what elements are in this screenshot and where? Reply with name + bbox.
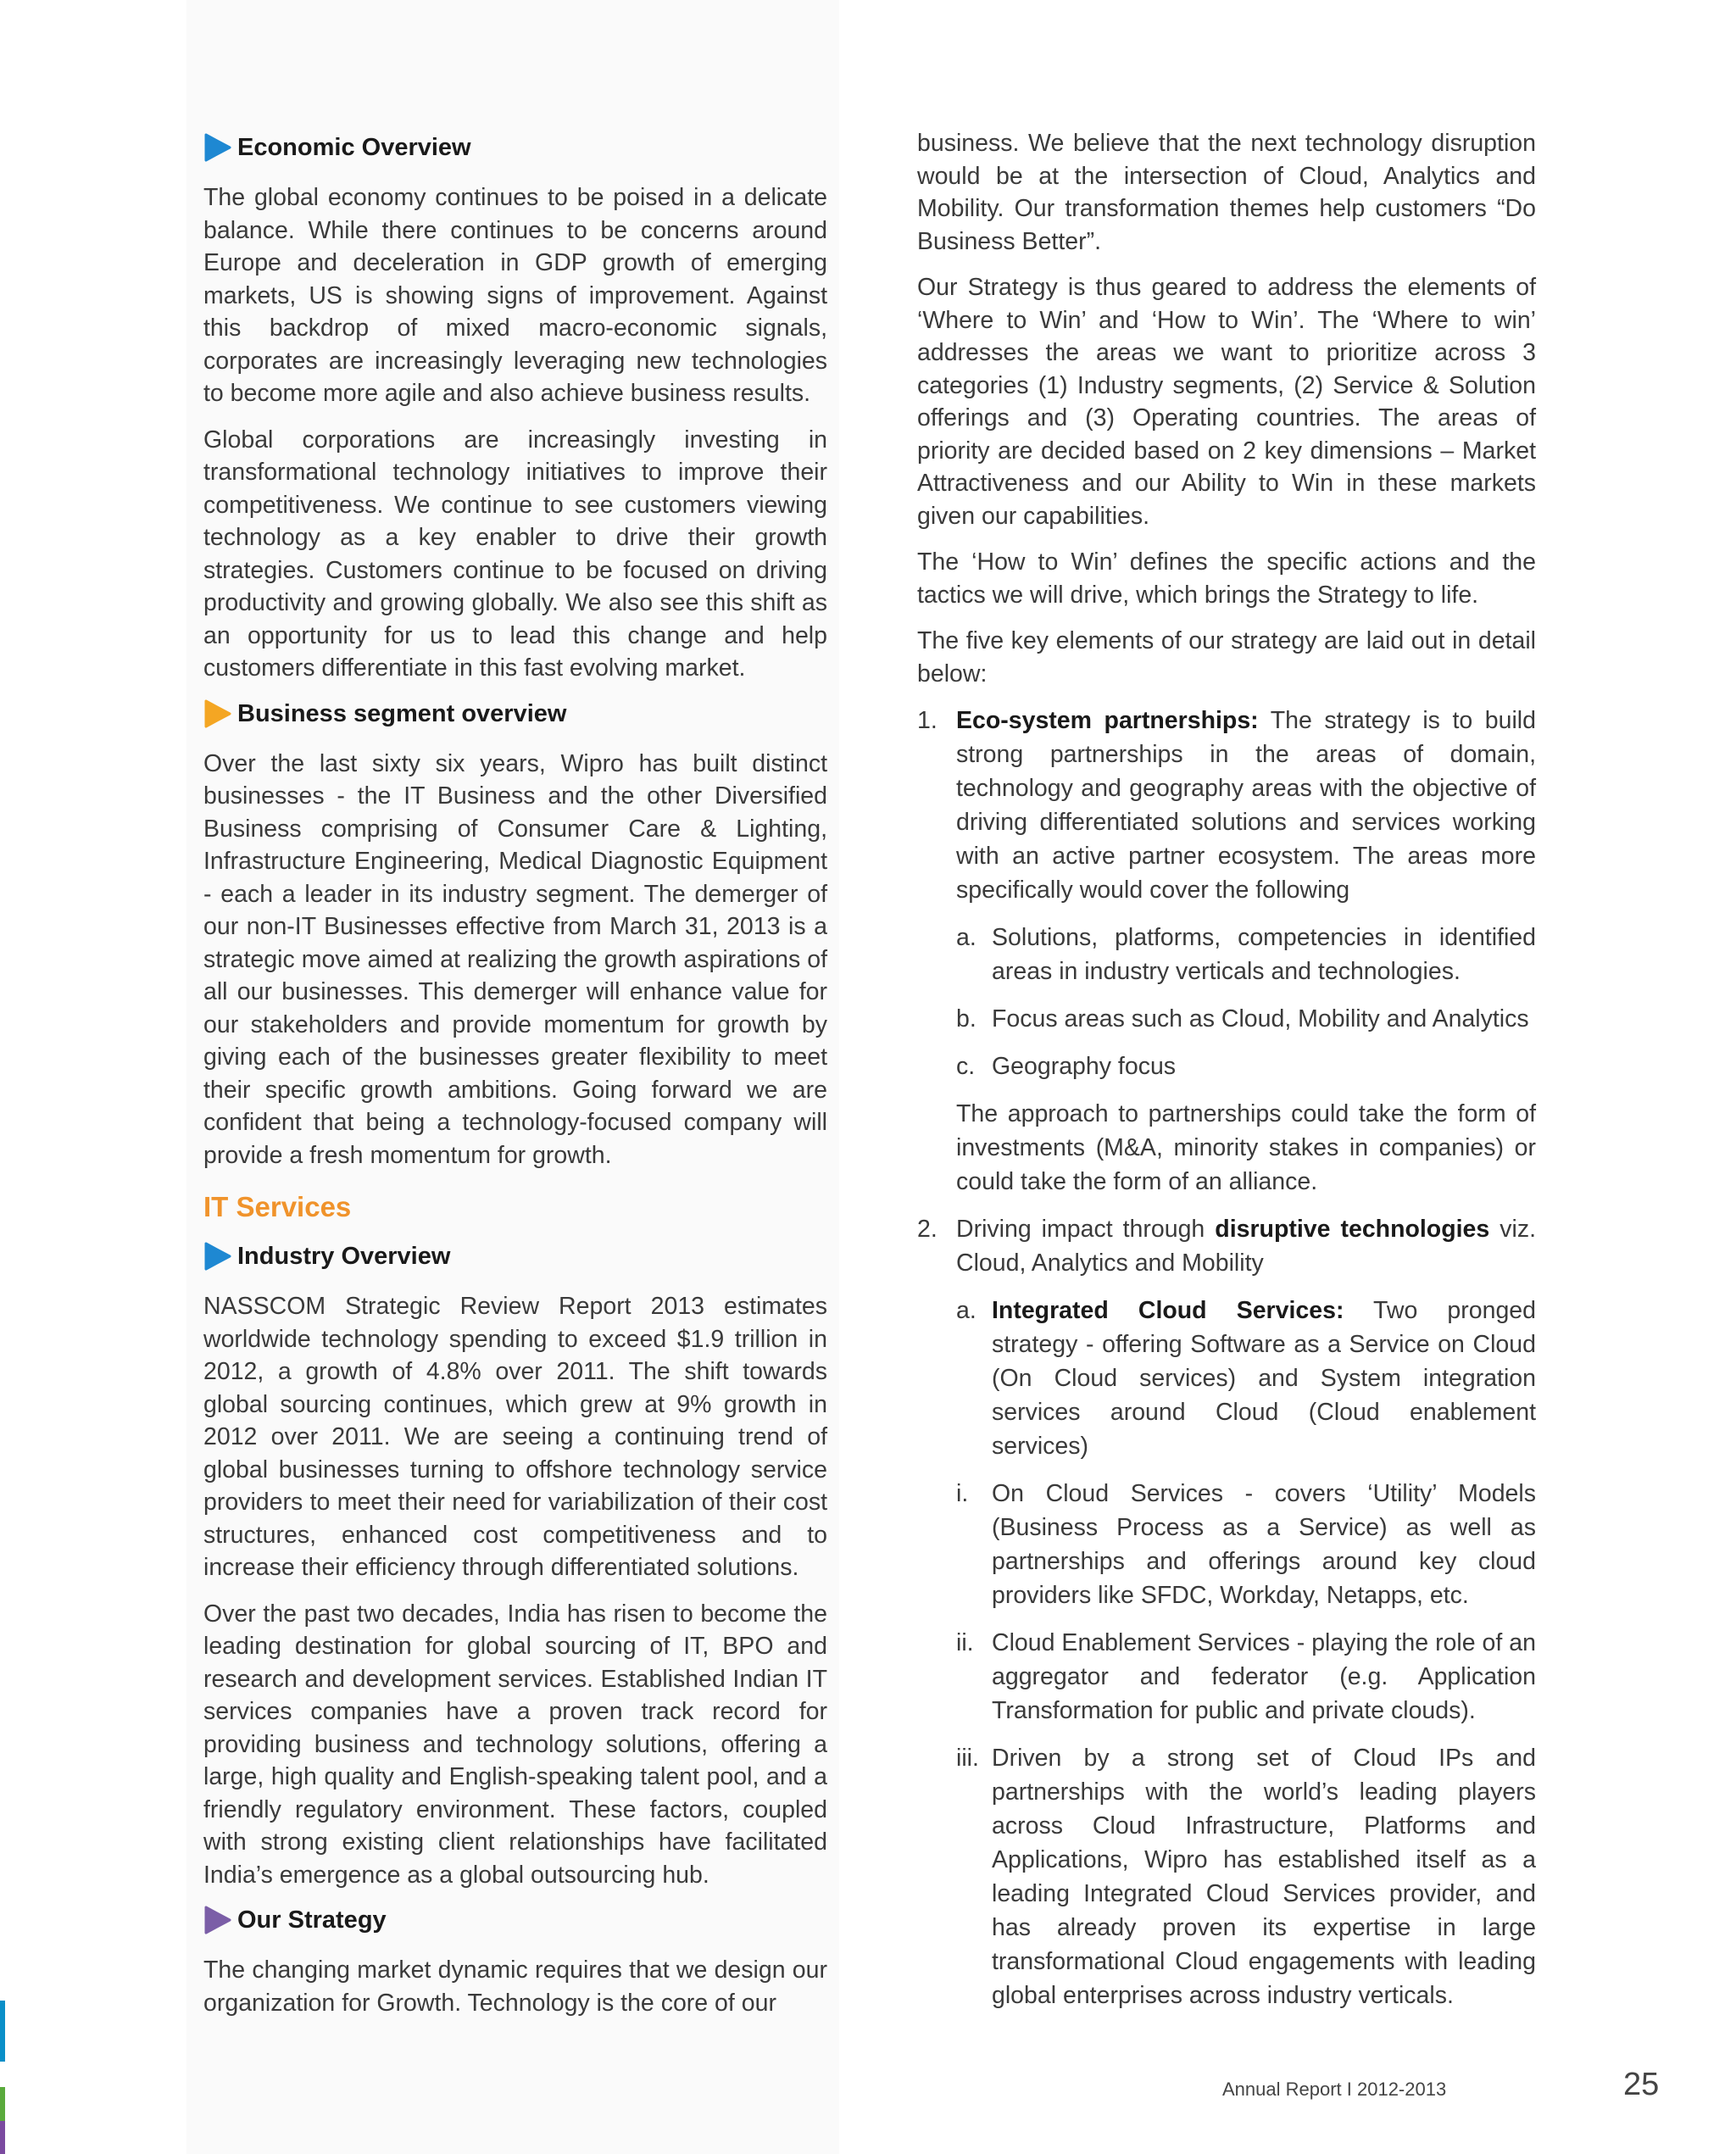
economic-overview-heading	[203, 132, 827, 163]
edge-bar-green	[0, 2087, 5, 2121]
list-roman: ii.	[956, 1629, 974, 1656]
it-services-title: IT Services	[203, 1191, 352, 1222]
industry-overview-heading	[203, 1241, 827, 1272]
list-item-1c	[917, 1049, 1536, 1083]
list-item-2iii	[917, 1741, 1536, 2012]
page-number: 25	[1623, 2067, 1660, 2102]
economic-overview-para-1: The global economy continues to be poised in a delicate balance. While there continues to be concerns around Europe and deceleration in GDP growth of emerging markets, US is showing signs of improvement. Against this backdrop of mixed macro-economic signals, corporates are increasingly leveraging new technologies to become more agile and also achieve business results.	[203, 184, 827, 407]
blue-arrow-icon	[203, 1242, 232, 1271]
item-1b-text: Focus areas such as Cloud, Mobility and Analytics	[992, 1005, 1529, 1032]
list-item-2a	[917, 1294, 1536, 1463]
industry-overview-para-2: Over the past two decades, India has risen to become the leading destination for global sourcing of IT, BPO and research and development services. Established Indian IT services companies have a proven track record for providing business and technology solutions, offering a large, high quality and English-speaking talent pool, and a friendly regulatory environment. These factors, coupled with strong existing client relationships have facilitated India’s emergence as a global outsourcing hub.	[203, 1600, 827, 1889]
purple-arrow-icon	[203, 1906, 232, 1934]
list-item-2	[917, 1212, 1536, 1280]
list-letter: a.	[956, 924, 976, 951]
item-1-bold: Eco-system partnerships:	[956, 707, 1259, 734]
edge-bar-purple	[0, 2121, 5, 2154]
right-column	[917, 127, 1536, 2026]
our-strategy-heading	[203, 1905, 827, 1935]
left-column	[203, 127, 827, 2033]
blue-arrow-icon	[203, 133, 232, 162]
industry-overview-para-1: NASSCOM Strategic Review Report 2013 estimates worldwide technology spending to exceed $1.9 trillion in 2012, a growth of 4.8% over 2011. The shift towards global sourcing continues, which grew at 9% growth in 2012 over 2011. We are seeing a continuing trend of global businesses turning to offshore technology service providers to meet their need for variabilization of their cost structures, enhanced cost competitiveness and to increase their efficiency through differentiated solutions.	[203, 1293, 827, 1581]
footer-label: Annual Report I 2012-2013	[1222, 2079, 1447, 2100]
economic-overview-title: Economic Overview	[237, 134, 471, 161]
our-strategy-para: The changing market dynamic requires that we design our organization for Growth. Technology is the core of our	[203, 1956, 827, 2017]
item-2-post: viz. Cloud, Analytics and Mobility	[956, 1216, 1536, 1277]
list-item-2i	[917, 1477, 1536, 1612]
list-letter: b.	[956, 1005, 976, 1032]
item-1-text: The strategy is to build strong partnerships in the areas of domain, technology and geography areas with the objective of driving differentiated solutions and services working with an active partner ecosystem. The areas more specifically would cover the following	[956, 707, 1536, 904]
item-2a-text: Two pronged strategy - offering Software as a Service on Cloud (On Cloud services) and System integration services around Cloud (Cloud enablement services)	[992, 1297, 1536, 1460]
orange-arrow-icon	[203, 699, 232, 728]
item-2ii-text: Cloud Enablement Services - playing the role of an aggregator and federator (e.g. Application Transformation for public and private clouds).	[992, 1629, 1536, 1724]
item-1a-text: Solutions, platforms, competencies in identified areas in industry verticals and technologies.	[992, 924, 1536, 985]
edge-bar-blue	[0, 2001, 5, 2062]
our-strategy-title: Our Strategy	[237, 1906, 387, 1934]
business-segment-title: Business segment overview	[237, 699, 567, 727]
item-2iii-text: Driven by a strong set of Cloud IPs and partnerships with the world’s leading players across Cloud Infrastructure, Platforms and Applications, Wipro has established itself as a leading Integrated Cloud Services provider, and has already proven its expertise in large transformational Cloud engagements with leading global enterprises across industry verticals.	[992, 1745, 1536, 2009]
strategy-five-elements-para: The five key elements of our strategy are laid out in detail below:	[917, 627, 1536, 687]
list-item-1a	[917, 921, 1536, 988]
list-item-1	[917, 704, 1536, 907]
list-number: 1.	[917, 707, 938, 734]
item-2i-text: On Cloud Services - covers ‘Utility’ Models (Business Process as a Service) as well as partnerships and offerings around key cloud providers like SFDC, Workday, Netapps, etc.	[992, 1480, 1536, 1609]
business-segment-para: Over the last sixty six years, Wipro has built distinct businesses - the IT Business and the other Diversified Business comprising of Consumer Care & Lighting, Infrastructure Engineering, Medical Diagnostic Equipment - each a leader in its industry segment. The demerger of our non-IT Businesses effective from March 31, 2013 is a strategic move aimed at realizing the growth aspirations of all our businesses. This demerger will enhance value for our stakeholders and provide momentum for growth by giving each of the businesses greater flexibility to meet their specific growth ambitions. Going forward we are confident that being a technology-focused company will provide a fresh momentum for growth.	[203, 749, 827, 1169]
economic-overview-para-2: Global corporations are increasingly investing in transformational technology initiatives to improve their competitiveness. We continue to see customers viewing technology as a key enabler to drive their growth strategies. Customers continue to be focused on driving productivity and growing globally. We also see this shift as an opportunity for us to lead this change and help customers differentiate in this fast evolving market.	[203, 426, 827, 682]
item-2a-bold: Integrated Cloud Services:	[992, 1297, 1344, 1324]
business-segment-heading	[203, 699, 827, 729]
list-number: 2.	[917, 1216, 938, 1243]
list-item-2ii	[917, 1626, 1536, 1728]
strategy-where-to-win-para: Our Strategy is thus geared to address the elements of ‘Where to Win’ and ‘How to Win’. The ‘Where to win’ addresses the areas we want to prioritize across 3 categories (1) Industry segments, (2) Service & Solution offerings and (3) Operating countries. The areas of priority are decided based on 2 key dimensions – Market Attractiveness and our Ability to Win in these markets given our capabilities.	[917, 274, 1536, 530]
list-letter: c.	[956, 1053, 976, 1080]
list-roman: iii.	[956, 1745, 979, 1772]
list-roman: i.	[956, 1480, 969, 1507]
list-item-1b	[917, 1002, 1536, 1036]
strategy-how-to-win-para: The ‘How to Win’ defines the specific actions and the tactics we will drive, which brings the Strategy to life.	[917, 548, 1536, 609]
strategy-para-continued: business. We believe that the next technology disruption would be at the intersection of Cloud, Analytics and Mobility. Our transformation themes help customers “Do Business Better”.	[917, 130, 1536, 255]
item-2-bold: disruptive technologies	[1215, 1216, 1490, 1243]
item-2-pre: Driving impact through	[956, 1216, 1216, 1243]
item-1c-text: Geography focus	[992, 1053, 1177, 1080]
item-1-note: The approach to partnerships could take the form of investments (M&A, minority stakes in companies) or could take the form of an alliance.	[956, 1100, 1536, 1195]
list-letter: a.	[956, 1297, 976, 1324]
industry-overview-title: Industry Overview	[237, 1243, 451, 1270]
